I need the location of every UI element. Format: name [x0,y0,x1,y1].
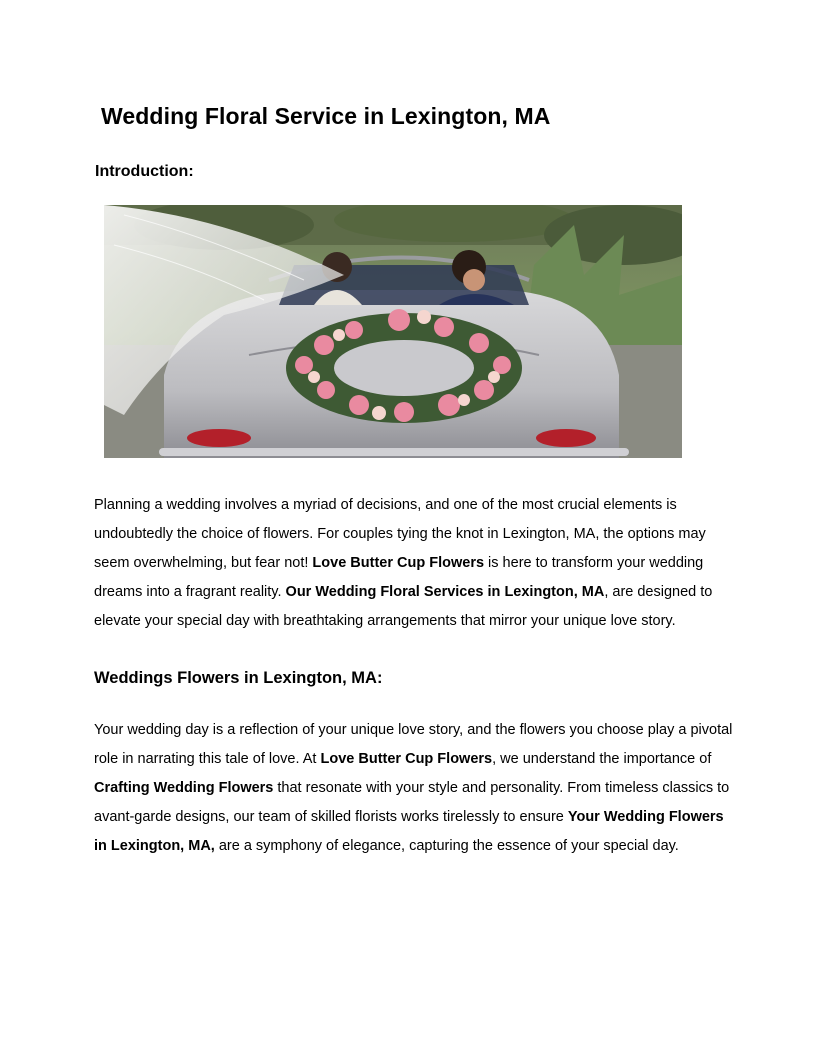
intro-paragraph: Planning a wedding involves a myriad of decisions, and one of the most crucial elements is undoubtedly the choice of flowers. For couples tying the knot in Lexington, MA, the options may seem overwhelming, but fear not! Love Butter Cup Flowers is here to transform your wedding dreams into a fragrant reality. Our Wedding Floral Services in Lexington, MA, are designed to elevate your special day with breathtaking arrangements that mirror your unique love story. [94,497,713,629]
crafting-bold: Crafting Wedding Flowers [94,780,274,796]
page-title: Wedding Floral Service in Lexington, MA [101,103,551,129]
intro-heading: Introduction: [95,163,194,180]
brand-name-bold: Love Butter Cup Flowers [312,555,485,571]
section-heading: Weddings Flowers in Lexington, MA: [94,669,383,687]
service-name-bold: Our Wedding Floral Services in Lexington, MA [285,584,605,600]
wedding-car-photo [104,205,682,458]
your-flowers-bold: Your Wedding Flowers in Lexington, MA, [94,809,724,854]
wedding-flowers-paragraph: Your wedding day is a reflection of your unique love story, and the flowers you choose play a pivotal role in narrating this tale of love. At Love Butter Cup Flowers, we understand the importance of Crafting Wedding Flowers that resonate with your style and personality. From timeless classics to avant-garde designs, our team of skilled florists works tirelessly to ensure Your Wedding Flowers in Lexington, MA, are a symphony of elegance, capturing the essence of your special day. [94,722,733,854]
brand-name-bold: Love Butter Cup Flowers [320,751,493,767]
